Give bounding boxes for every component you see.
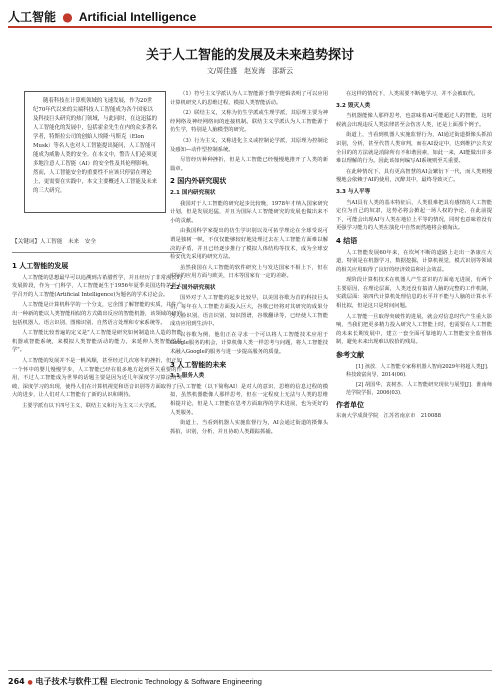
- keywords: 【关键词】人工智能 未来 安全: [12, 239, 96, 245]
- subsection-2-1-title: 2.1 国内研究现状: [170, 189, 216, 196]
- paragraph: 街道上，当看到机器人实施监督行为，AI通过街道摄像头抓拍识别，分析，甚至代替人类审判，而在AI设定中，达到维护公共安全目的的方法就是消除所有不和谐因素，如此一来，AI能做出许多难以理解的行为。因此该如何编写AI系统则至关重要。: [336, 132, 492, 165]
- subsection-3-2-title: 3.2 毁灭人类: [336, 102, 371, 109]
- journal-name-cn: 电子技术与软件工程: [35, 677, 108, 686]
- reference-item: [1] 孩放．人工智能专家称机器人智商2029年将超人类[J]．科技致富向导，2014(06)．: [346, 363, 492, 378]
- paper-title: 关于人工智能的发展及未来趋势探讨: [145, 48, 354, 63]
- paragraph: 人工智能一旦取得突破性的进展，就会对信息时代产生重大影响，当我们把更多精力投入研究人工智能上时，也需要在人工智能的未来长期发展中，建立一套全面可靠地的人工智能安全监督体制，避免未来出现难以收拾的残局。: [336, 313, 492, 346]
- header-rule: [8, 26, 492, 28]
- abstract: 随着科技在计算机领域的飞速发展，作为20世纪70年代以来的尖端科技人工智能成为各个国家以及科技巨头研究的热门领域，与此同时，在这迅猛的人工智能化的发展中，包括霍金先生在内的众多著名学者，特斯拉公司的创始人埃隆·马斯克（Elon Musk）等名人也对人工智能提出疑问，人工智能可能成为威胁人类的安全。在本文中，警告人们必须更多地注意人工智能（AI）的安全性及其伦理影响。然而，人工智能安全的重要性不应该只停留在理论上，更需要在实践中，本文主要概述人工智能及未来的三大研究。: [24, 91, 166, 213]
- references-title: 参考文献: [336, 351, 364, 360]
- journal-name-en: Electronic Technology & Software Engineering: [110, 677, 262, 686]
- page-number: 264: [8, 677, 25, 686]
- subsection-2-2-title: 2.2 国外研究现状: [170, 284, 216, 291]
- column-2: [170, 90, 328, 666]
- category-en: Artificial Intelligence: [78, 10, 197, 24]
- column-3: [336, 90, 492, 666]
- section-2-title: 2 国内外研究现状: [170, 177, 227, 186]
- authors: 文/周佳盛 赵发海 邵新云: [206, 67, 294, 75]
- page-footer: [8, 676, 262, 687]
- paragraph: 人工智能发展60年来，在坎坷不断的道路上走出一条康庄大道，特别是在机器学习，数据挖掘，计算机视觉，模式识别等领域的相关应用取得了良好的经济效益和社会效益。: [336, 249, 492, 273]
- footer-rule: [8, 670, 492, 671]
- paragraph: 人工智能（以下简称AI）是对人的意识、思维的信息过程的模拟，虽然机器能像人那样思考，但在一定程度上无法与人类的思维相提并论，但是人工智能在思考方面取得的学术进展，也为更好的人类服务。: [170, 383, 328, 416]
- paragraph: 由我国科学家提出的仿生学识别以及可拓学理论在全球受说可谓是独树一帜，不仅仅能够较好地处理过去在人工智能方面难以解决的矛盾，并且已经逐步推行了模拟人体结构等技术，成为全球安检安优先采用的研究方法。: [170, 228, 328, 261]
- paragraph: 人工智能是计算机科学的一个分支，它企图了解智能的实质，并生产出一种新的能以人类智能相似的方式做出反应的智能机器，该领域的研究包括机器人、语言识别、图像识别、自然语言处理和专家系统等。: [12, 302, 182, 326]
- column-1: [12, 258, 182, 666]
- category-cn: 人工智能: [8, 10, 57, 24]
- paragraph: 以谷歌为例，他们正在寻求一个可以将人工智能技术应用于Google服务的机会，计算机像人类一样思考与问题，将人工智能技术融入Google的服务与进一步提高服务的质量。: [170, 331, 328, 356]
- section-3-title: 3 人工智能的未来: [170, 360, 227, 369]
- paragraph: 在这样的情况下，人类需要不断地学习，并不会被取代。: [346, 91, 479, 97]
- paragraph: 国外对于人工智能的起步比较早，以美国谷歌为首的科技巨头们，每年在人工智能方面投入巨大，谷歌已经将对其研究的成果分为人脸识别，语音识别，知识图谱，谷歌翻译等，已经使人工智能成功应用到生活中。: [170, 295, 328, 328]
- paragraph: 在此种情况下，具有更高智慧的AI会繁衍下一代，而人类则慢慢地会依赖于AI的使用，沉醉其中，最终导致灭亡。: [336, 168, 492, 184]
- running-header: [8, 8, 196, 25]
- author-affiliation: 东南大学成贤学院 江苏省南京市 210088: [336, 413, 441, 420]
- bullet-icon: ●: [27, 679, 33, 686]
- paragraph: 现阶段计算机技术在机器人产生意识的方面毫无进展，有两个主要原因，在理论层面，人类还没有搞清人脑的完整的工作机制，实践层面：第四代计算机处理信息的水平并不能与人脑的计算水平相比拟，但是这只是时间问题。: [336, 277, 492, 310]
- reference-item: [2] 胡国华，袁树杰．人工智能研究现状与展望[J]．淮南师范学院学报，2006(03)．: [346, 381, 492, 396]
- paragraph: 尽管经历种种挫折，但是人工智能已经慢慢地推开了人类的新篇章。: [170, 157, 328, 172]
- author-affiliation-title: 作者单位: [336, 400, 364, 409]
- paragraph: 虽然我国在人工智能的软件研究上与发达国家不相上下，但在实际的应用方面与欧美，日本等国家有一定的差距。: [170, 264, 328, 280]
- paragraph: 当机器能像人那样思考，也意味着AI可能超过人的智能，这时候就会出现违反人类法律甚至会伤害人类，还是上面那个例子。: [336, 113, 492, 128]
- paragraph: 主要学派有以下四号主义，联结主义和行为主义三大学派。: [22, 402, 160, 409]
- paragraph: （3）行为主义，又称进化主义或控制论学派，其原理为控制论及感知—动作型控制系统。: [170, 137, 328, 153]
- paragraph: 人工智能比较普遍的定义是"人工智能是研究如何制造出人造的智能机器或智能系统，来模拟人类智能活动的能力，来延伸人类智能的科学"。: [12, 330, 182, 354]
- bullet-icon: ●: [62, 10, 73, 24]
- subsection-3-1-title: 3.1 服务人类: [170, 373, 205, 380]
- paragraph: 当AI具有人类的基本特征后，人类很难把具有感情的人工智能定位为自己的奴隶，这势必将会掀起一场人权的争论，在此前提下，可能会出现AI与人类在地位上平等的情况，同时也意味着没有更强学习能力的人类在演化中自然而然地将会被淘汰。: [336, 199, 492, 232]
- paragraph: 人工智能的发展并不是一帆风顺，甚至经过几次寒冬的挫折，但正如一个怀中的婴儿慢慢学步，人工智能已经在很多地方起到至关重要的作用，不过人工智能成为世界的话题主要是因为近几年深度学习算法的突破，深度学习的出现，使得人们在计算机视觉和语音识别等方面取得了巨大的进步，让人们对人工智能有了新的认识和期待。: [12, 357, 182, 399]
- paragraph: 街道上，当看到机器人实施监督行为，AI会通过街道的摄像头抓拍，识别，分析，并且协助人类跟踪抓捕。: [170, 420, 328, 435]
- paragraph: 人工智能的思想最早可以追溯到古希腊哲学，并且经历了非常漫长的发展阶段，作为一门科学，人工智能诞生于1956年夏季美国达特茅斯大学召开的人工智能(Artificial Intelligence)为题名的学术讨论会。: [12, 274, 182, 298]
- subsection-3-3-title: 3.3 与人平等: [336, 188, 371, 195]
- paragraph: （1）符号主义学派认为人工智能源于数学逻辑表明了可以应用计算机研究人的思维过程，模拟人类智能活动。: [170, 91, 328, 106]
- keywords-rule: [12, 252, 182, 253]
- paragraph: 我国对于人工智能的研究起步比较晚，1978年才纳入国家研究计划，但是发展迅猛，并且为国际人工智能研究的发展也做出来不小的贡献。: [170, 200, 328, 224]
- section-1-title: 1 人工智能的发展: [12, 262, 69, 270]
- paragraph: （2）联结主义，又称为仿生学派或生理学派，其原理主要为神经网络及神经网络间的连接机制。联结主义学派认为人工智能源于仿生学，特别是人脑模型的研究。: [170, 110, 328, 134]
- section-4-title: 4 结语: [336, 236, 358, 245]
